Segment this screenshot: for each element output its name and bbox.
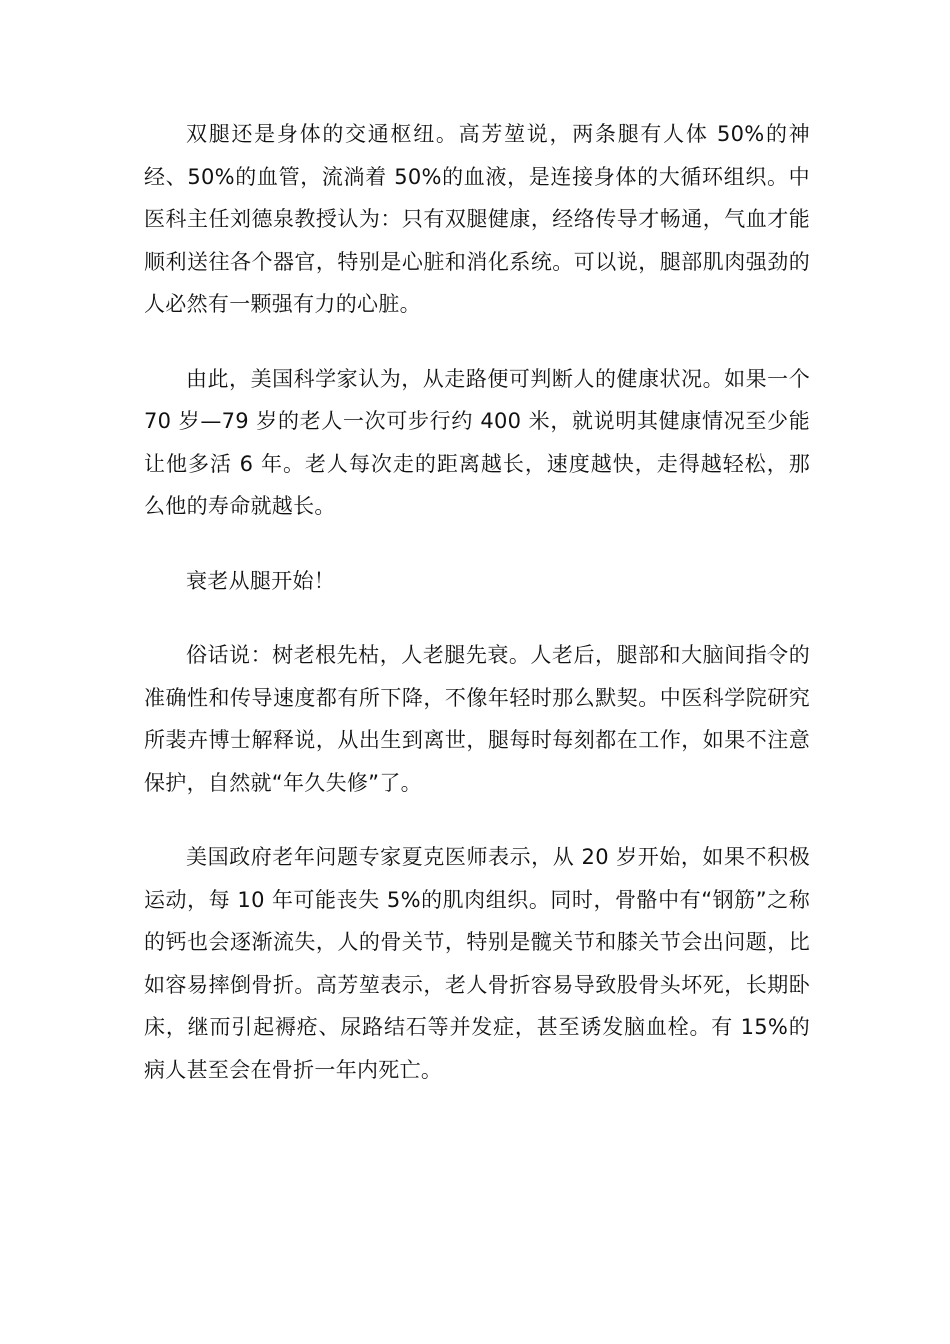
section-heading-aging-starts-legs: 衰老从腿开始！ — [186, 568, 336, 593]
paragraph-legs-transport-hub: 双腿还是身体的交通枢纽。高芳堃说，两条腿有人体 50%的神经、50%的血管，流淌着 50%的血液，是连接身体的大循环组织。中医科主任刘德泉教授认为：只有双腿健康，经络传导才畅通，气血才能顺利送往各个器官，特别是心脏和消化系统。可以说，腿部肌肉强劲的人必然有一颗强有力的心脏。 — [144, 122, 810, 316]
paragraph-proverb: 俗话说：树老根先枯，人老腿先衰。人老后，腿部和大脑间指令的准确性和传导速度都有所下降，不像年轻时那么默契。中医科学院研究所裴卉博士解释说，从出生到离世，腿每时每刻都在工作，如果不注意保护，自然就“年久失修”了。 — [144, 643, 810, 795]
paragraph-muscle-loss: 美国政府老年问题专家夏克医师表示，从 20 岁开始，如果不积极运动，每 10 年可能丧失 5%的肌肉组织。同时，骨骼中有“钢筋”之称的钙也会逐渐流失，人的骨关节，特别是髋关节和膝关节会出问题，比如容易摔倒骨折。高芳堃表示，老人骨折容易导致股骨头坏死，长期卧床，继而引起褥疮、尿路结石等并发症，甚至诱发脑血栓。有 15%的病人甚至会在骨折一年内死亡。 — [144, 845, 810, 1082]
paragraph-walking-health: 由此，美国科学家认为，从走路便可判断人的健康状况。如果一个 70 岁—79 岁的老人一次可步行约 400 米，就说明其健康情况至少能让他多活 6 年。老人每次走的距离越长，速度越快，走得越轻松，那么他的寿命就越长。 — [144, 366, 810, 518]
